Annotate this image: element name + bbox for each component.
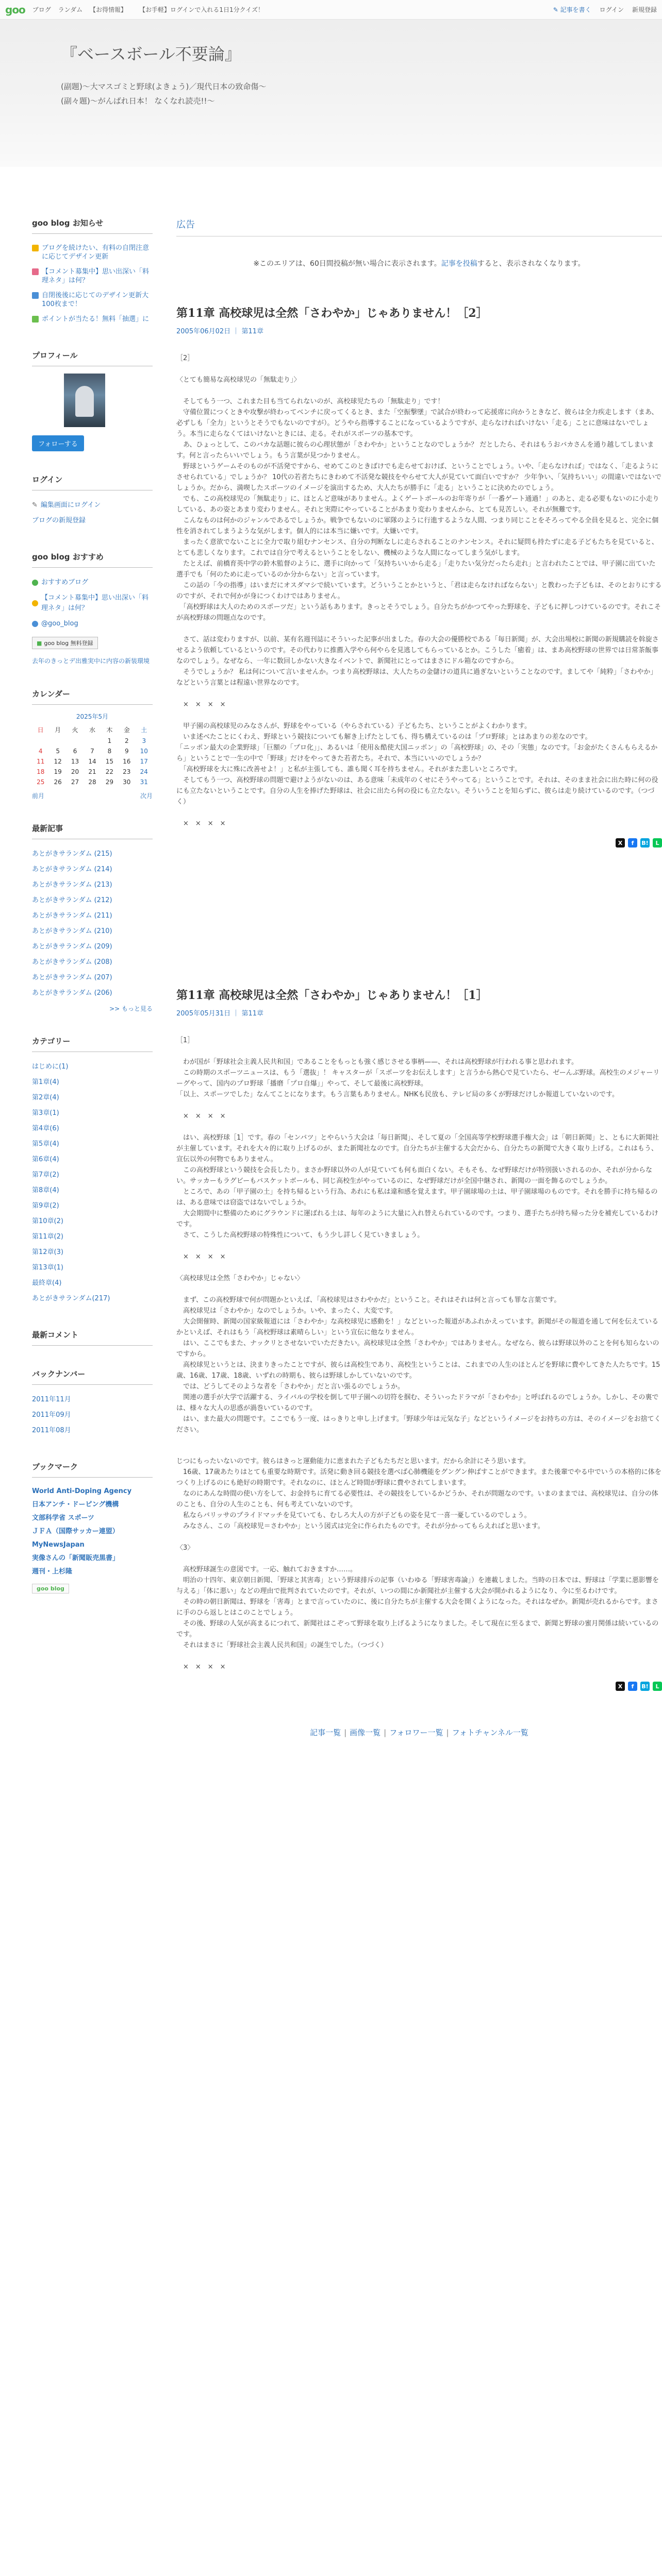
category-link[interactable]: はじめに(1) — [32, 1063, 69, 1071]
calendar-day: 6 — [73, 748, 77, 755]
footer-nav-articles[interactable]: 記事一覧 — [310, 1728, 341, 1737]
calendar-day: 13 — [71, 758, 79, 765]
notice-item-label: ブログを続けたい、有料の自閉注意に応じてデザイン更新 — [42, 244, 150, 261]
ad-note-suffix: すると、表示されなくなります。 — [477, 260, 585, 268]
calendar-day: 31 — [140, 778, 148, 786]
calendar-day: 21 — [88, 768, 96, 775]
category-link[interactable]: 第7章(2) — [32, 1171, 59, 1179]
calendar-day — [49, 736, 66, 746]
bookmark-list — [32, 1485, 153, 1579]
notice-item-label: ポイントが当たる！無料「抽選」に — [42, 315, 150, 323]
calendar-day: 3 — [142, 737, 146, 744]
bookmark-link[interactable]: ＪＦＡ（国際サッカー連盟） — [32, 1528, 119, 1535]
bookmark-section — [32, 1461, 153, 1594]
footer-nav-followers[interactable]: フォロワー一覧 — [389, 1728, 443, 1737]
recent-article-link[interactable]: あとがきサランダム (207) — [32, 974, 112, 981]
calendar-day — [84, 736, 101, 746]
recommend-item-label: おすすめブログ — [41, 579, 89, 586]
calendar-day: 5 — [56, 748, 60, 755]
notice-item-label: 【コメント募集中】思い出深い「料理ネタ」は何？ — [42, 268, 150, 284]
notice-item-label: 自閉後後に応じてのデザイン更新大100枚まで！ — [42, 292, 149, 308]
x-share-icon[interactable]: X — [616, 1682, 625, 1691]
backnumber-heading: バックナンバー — [32, 1368, 153, 1385]
calendar-day — [67, 736, 84, 746]
recent-list — [32, 846, 153, 1001]
recommend-item[interactable] — [32, 590, 153, 616]
footer-nav-separator: | — [384, 1728, 387, 1737]
recent-article-link[interactable]: あとがきサランダム (208) — [32, 958, 112, 966]
recommend-heading: goo blog おすすめ — [32, 551, 153, 568]
category-link[interactable]: 第11章(2) — [32, 1233, 63, 1241]
category-link[interactable]: 第9章(2) — [32, 1202, 59, 1210]
calendar-day: 28 — [88, 778, 96, 786]
goo-blog-register-button[interactable] — [32, 637, 98, 649]
profile-heading: プロフィール — [32, 350, 153, 366]
category-link[interactable]: 第5章(4) — [32, 1140, 59, 1148]
calendar-day: 14 — [88, 758, 96, 765]
global-bar — [0, 0, 662, 20]
article-date[interactable]: 2005年06月02日 — [176, 328, 231, 335]
blog-description-line: (副題)～大マスゴミと野球(よきょう)／現代日本の致命傷～ — [61, 82, 267, 91]
bookmark-link[interactable]: World Anti-Doping Agency — [32, 1487, 132, 1495]
share-row — [176, 1682, 662, 1706]
calendar-grid — [32, 724, 153, 787]
calendar-dow: 水 — [89, 726, 95, 734]
notice-icon — [32, 316, 39, 323]
backnumber-list — [32, 1392, 153, 1438]
category-link[interactable]: 第10章(2) — [32, 1217, 63, 1225]
comment-icon — [32, 600, 38, 606]
recent-article-link[interactable]: あとがきサランダム (212) — [32, 896, 112, 904]
backnumber-section — [32, 1368, 153, 1438]
category-link[interactable]: 最終章(4) — [32, 1279, 62, 1287]
calendar-day: 24 — [140, 768, 148, 775]
calendar-dow: 金 — [123, 726, 130, 734]
calendar-day: 16 — [123, 758, 131, 765]
recent-article-link[interactable]: あとがきサランダム (215) — [32, 850, 112, 858]
bookmark-link[interactable]: 週刊・上杉隆 — [32, 1568, 73, 1575]
nav-deals[interactable]: 【お得情報】 — [90, 6, 127, 13]
calendar-day: 11 — [37, 758, 45, 765]
goo-blog-register-label: goo blog 無料登録 — [44, 640, 93, 647]
calendar-day: 2 — [125, 737, 129, 744]
article-meta: 2005年05月31日 ｜ 第11章 — [176, 1010, 263, 1018]
calendar-week — [32, 746, 153, 756]
calendar-week — [32, 756, 153, 767]
nav-blog[interactable]: ブログ — [32, 6, 51, 13]
login-item-label: 編集画面にログイン — [40, 501, 101, 509]
article-break — [176, 1435, 662, 1456]
calendar-day: 7 — [90, 748, 94, 755]
bookmark-heading: ブックマーク — [32, 1461, 153, 1478]
calendar-day: 29 — [105, 778, 114, 786]
calendar-next-link[interactable]: 次月 — [140, 792, 153, 800]
x-share-icon[interactable]: X — [616, 838, 625, 848]
nav-random[interactable]: ランダム — [58, 6, 83, 13]
footer-nav-separator: | — [344, 1728, 347, 1737]
calendar-day: 30 — [123, 778, 131, 786]
recommend-item[interactable] — [32, 575, 153, 590]
calendar-dow: 日 — [37, 726, 44, 734]
notice-list — [32, 241, 153, 327]
line-share-icon[interactable]: L — [653, 838, 662, 848]
profile-section — [32, 350, 153, 451]
goo-logo[interactable]: goo — [5, 3, 25, 16]
article-gap — [176, 884, 662, 987]
calendar-week — [32, 767, 153, 777]
recent-article-link[interactable]: あとがきサランダム (214) — [32, 866, 112, 873]
category-link[interactable]: 第2章(4) — [32, 1094, 59, 1101]
recent-article-link[interactable]: あとがきサランダム (213) — [32, 881, 112, 889]
hatena-share-icon[interactable]: B! — [640, 1682, 650, 1691]
ad-heading: 広告 — [176, 217, 662, 236]
blog-description — [61, 79, 662, 108]
comments-heading: 最新コメント — [32, 1329, 153, 1346]
notice-heading: goo blog お知らせ — [32, 217, 153, 234]
notice-icon — [32, 268, 39, 275]
pencil-icon: ✎ — [32, 501, 38, 509]
calendar-body — [32, 736, 153, 787]
main-content — [176, 217, 662, 1738]
calendar-week — [32, 736, 153, 746]
bookmark-link[interactable]: 文部科学省 スポーツ — [32, 1514, 95, 1522]
calendar-day: 23 — [123, 768, 131, 775]
article-title[interactable]: 第11章 高校球児は全然「さわやか」じゃありません！［2］ — [176, 307, 488, 320]
avatar[interactable] — [64, 374, 105, 427]
calendar — [32, 712, 153, 800]
post-article-link[interactable]: 記事を投稿 — [441, 260, 477, 268]
bookmark-link[interactable]: MyNewsJapan — [32, 1541, 85, 1549]
article-body: ［2］ 〈とても簡易な高校球児の「無駄走り」〉 そしてもう一つ、これまた目も当てられないのが、高校球児たちの「無駄走り」です！ 守備位置につくときや攻撃が終わってベンチに戻ってくるとき、また「空振撃墜」で試合が終わって応援席に向かうときなど、彼らは全力疾走します（まあ、必ずしも「全力」というとそうでもないのですが）。どうやら指導することになっているようですが、走らなければいけない「走る」ことに意味はないでしょう。本当に走らなくてはいけないときには、走る。それがスポーツの基本です。 あ、ひょっとして、このバカな話題に彼らの心理状態が「さわやか」ということなのでしょうか？ だとしたら、それはもうおバカさんを通り越してしまいます。何と言ったらいいでしょう。もう言葉が見つかりません。 野球というゲームそのものが不活発ですから、せめてこのときばけでも走らせておけば、ということでしょう。いや、「走らなければ」ではなく、「走るようにさせられている」でしょうか？ 10代の若者たちにきわめて不活発な競技をやらせて大人が見ていて面白いですか？ 少年争い、「気持ちいい」の間違いではないでしょうか。だから、満喫したスポーツのイメージを演出するため、大人たちが勝手に「走る」ということに決めたのでしょう。 でも、この高校球児の「無駄走り」に、ほとんど意味がありません。よくゲートボールのお年寄りが「一番ゲート通過！」のあと、走る必要もないのに小走りしている、あの姿とあまり変わりません。それと実際にやっていることがあまり変わりませんから、とても見苦しい。それが無難です。 こんなものは何かのジャンルであるでしょうか。戦争でもないのに軍隊のように行進するような人間、つまり同じことをそろってやる全員を見ると、完全に個性を消されてしまうような気がします。個人的には本当に嫌いです。大嫌いです。 まったく意欲でないことに全力で取り組むナンセンス、自分の判断なしに走らされることのナンセンス。それに疑問も持たずに走る子どもたちを見ていると、とても悲しくなります。これでは自分で考えるということをしない、機械のような人間になってしまう気がします。 たとえば、前橋育英中学の鈴木監督のように、選手に向かって「気持ちいいから走る」「走りたい気分だったら走れ」と言われたことでは、甲子園に出ていた選手でも「何のために走っているのか分からない」と言っています。 この話の「今の指導」はいまだにオスダマシで続いています。どういうことかというと、「君は走らなければならない」と教わった子どもは、そのとおりにするのですが、それで何かが身につくわけではありません。 「高校野球は大人のためのスポーツだ」という話もあります。きっとそうでしょう。自分たちがかつてやった野球を、子どもに押しつけているのです。それこそが高校野球の問題点なのです。 さて、話は変わりますが、以前、某有名週刊誌にそういった記事が出ました。春の大会の優勝校である「毎日新聞」が、大会出場校に新聞の新規購読を斡旋させるよう依頼しているというのです。その代わりに推薦入学やら何やらを見逃してもらっているとか。こうした「癒着」は、まあ高校野球の世界では日常茶飯事なのでしょう。なぜなら、一年に数回しかない大きなイベントで、新聞社にとってはまさにドル箱なのですから。 そうでしょうか？ 私は何について言いませんか。つまり高校野球は、大人たちの金儲けの道具に過ぎないということなのです。ましてや「純粋」「さわやか」などという言葉とは程遠い世界なのです。 × × × × 甲子園の高校球児のみなさんが、野球をやっている（やらされている）子どもたち、ということがよくわかります。 いま述べたことにくわえ、野球という競技についても解き上げたとしても、得ち構えているのは「プロ野球」とはあまりの差なのです。 「ニッポン最大の企業野球」「巨額の「プロ化」」、あるいは「使用＆酷使大国ニッポン」の「高校野球」の、その「実態」なのです。「お金がたくさんもらえるから」ということで一生の中で「野球」だけをやってきた若者たち。それで、本当にいいのでしょうか？ 「高校野球を大に殊に改善せよ！」と私が主張しても、誰も聞く耳を持ちません。それがまた悲しいところです。 そしてもう一つ、高校野球の問題で避けようがないのは、ある意味「未成年のくせにそうやってる」ということです。それは、そのまま社会に出た時に何の役にも立たないということです。自分の人生を捧げた野球は、社会に出たら何の役にも立たない。そういうことを知らずに、彼らは走り続けているのです。（つづく） × × × × — [176, 354, 662, 827]
calendar-dow-row — [32, 724, 153, 736]
recommend-item-label: 【コメント募集中】思い出深い「料理ネタ」は何？ — [41, 594, 149, 612]
goo-blog-badge[interactable]: goo blog — [32, 1584, 69, 1594]
recent-more-link[interactable]: >> もっと見る — [109, 1005, 153, 1012]
recommend-item-label: @goo_blog — [41, 620, 78, 628]
recent-heading: 最新記事 — [32, 823, 153, 839]
calendar-day: 10 — [140, 748, 148, 755]
category-section — [32, 1036, 153, 1307]
login-item[interactable] — [32, 513, 153, 529]
page-body — [0, 167, 662, 1738]
calendar-day: 25 — [37, 778, 45, 786]
calendar-dow: 木 — [106, 726, 113, 734]
x-icon — [32, 621, 38, 627]
footer-nav-separator: | — [446, 1728, 449, 1737]
blog-icon — [32, 580, 38, 586]
category-link[interactable]: 第3章(1) — [32, 1109, 59, 1117]
category-list — [32, 1059, 153, 1307]
register-link[interactable]: 新規登録 — [632, 6, 657, 13]
blog-header — [0, 20, 662, 167]
recommend-item[interactable] — [32, 616, 153, 632]
recent-section — [32, 823, 153, 1013]
recent-article-link[interactable]: あとがきサランダム (211) — [32, 912, 112, 920]
calendar-day: 22 — [105, 768, 114, 775]
global-nav — [32, 5, 132, 14]
article-meta: 2005年06月02日 ｜ 第11章 — [176, 328, 263, 335]
article-body-continued: じつにもったいないのです。彼らはきっと運動能力に恵まれた子どもたちだと思います。だから余計にそう思います。 16歳、17歳あたりはとても重要な時期です。活発に動き回る競技を選べば心肺機能をグングン伸ばすことができます。また後輩でやる中でいうの本格的に体をつくり上げるのにも絶好の時期です。それなのに、ほとんど時間が野球に費やされてしまいます。 なのにあんな時間の使い方をして、お金持ちに育てる必要性は、その競技をしているかどうか、それが問題なのです。いまのままでは、高校球児は、自分の体のことも、自分の人生のことも、何も考えていないのです。 私ならバリッサのプライドマッチを見ていても、むしろ大人の方が子どもの姿を見て一喜一憂しているのでしょう。 みなさん、この「高校球児＝さわやか」という図式は完全に作られたものです。それが分かってもらえればと思います。 〈3〉 高校野球誕生の意図です。一応、触れておきますか……。 明治の十四年、東京朝日新聞、「野球と其害毒」という野球排斥の記事（いわゆる「野球害毒論」）を連載しました。当時の日本では、野球は「学業に悪影響を与える」「体に悪い」などの理由で批判されていたのです。それが、いつの間にか新聞社が主催する大会が開かれるようになり、今に至るわけです。 その時の朝日新聞は、野球を「害毒」とまで言っていたのに、後に自分たちが主催する大会を開くようになった。それはなぜか。新聞が売れるからです。まさに手のひら返しとはこのことでしょう。 その後、野球の人気が高まるにつれて、新聞社はこぞって野球を取り上げるようになりました。そして現在に至るまで、新聞と野球の蜜月関係は続いているのです。 それはまさに「野球社会主義人民共和国」の誕生でした。（つづく） × × × × — [176, 1458, 661, 1671]
footer-nav-images[interactable]: 画像一覧 — [350, 1728, 381, 1737]
calendar-dow: 火 — [72, 726, 78, 734]
ticker-text[interactable]: 【お手軽】ログインで入れる1日1分クイズ！ — [139, 6, 264, 13]
backnumber-link[interactable]: 2011年09月 — [32, 1411, 71, 1419]
blog-description-line: (副々題)～がんばれ日本！ なくなれ読売!!～ — [61, 96, 215, 106]
notice-icon — [32, 245, 39, 251]
calendar-day: 17 — [140, 758, 148, 765]
notice-icon — [32, 292, 39, 299]
calendar-day: 15 — [105, 758, 114, 765]
sidebar — [32, 217, 153, 1738]
facebook-share-icon[interactable]: f — [628, 838, 637, 848]
bookmark-link[interactable]: 日本アンチ・ドーピング機構 — [32, 1501, 119, 1509]
avatar-figure — [75, 386, 94, 417]
share-row — [176, 838, 662, 863]
ad-note — [176, 258, 662, 268]
category-link[interactable]: 第13章(1) — [32, 1264, 63, 1272]
calendar-day: 1 — [107, 737, 112, 744]
category-link[interactable]: 第12章(3) — [32, 1248, 63, 1256]
calendar-day: 26 — [54, 778, 62, 786]
calendar-day: 27 — [71, 778, 79, 786]
calendar-prev-link[interactable]: 前月 — [32, 792, 45, 800]
recommend-section — [32, 551, 153, 666]
backnumber-link[interactable]: 2011年08月 — [32, 1427, 71, 1434]
article-category[interactable]: 第11章 — [241, 1010, 263, 1018]
notice-section — [32, 217, 153, 327]
login-section — [32, 474, 153, 529]
calendar-dow: 月 — [55, 726, 61, 734]
article-date[interactable]: 2005年05月31日 — [176, 1010, 231, 1018]
recommend-list — [32, 575, 153, 632]
notice-item[interactable] — [32, 265, 153, 289]
calendar-day: 20 — [71, 768, 79, 775]
comments-section — [32, 1329, 153, 1346]
notice-item[interactable] — [32, 289, 153, 312]
blog-icon: ■ — [37, 639, 42, 647]
calendar-day — [32, 736, 49, 746]
footer-nav-photo-channels[interactable]: フォトチャンネル一覧 — [452, 1728, 528, 1737]
calendar-day: 4 — [38, 748, 43, 755]
login-link[interactable]: ログイン — [599, 6, 624, 13]
category-link[interactable]: 第4章(6) — [32, 1125, 59, 1132]
calendar-day: 9 — [125, 748, 129, 755]
calendar-month: 2025年5月 — [76, 713, 109, 720]
recent-article-link[interactable]: あとがきサランダム (210) — [32, 927, 112, 935]
calendar-dow: 土 — [141, 726, 147, 734]
category-heading: カテゴリー — [32, 1036, 153, 1052]
hatena-share-icon[interactable]: B! — [640, 838, 650, 848]
global-actions — [553, 5, 657, 14]
calendar-day: 19 — [54, 768, 62, 775]
article-category[interactable]: 第11章 — [241, 328, 263, 335]
ad-note-prefix: ※このエリアは、60日間投稿が無い場合に表示されます。 — [253, 260, 441, 268]
backnumber-link[interactable]: 2011年11月 — [32, 1396, 71, 1403]
calendar-section — [32, 688, 153, 800]
category-link[interactable]: あとがきサランダム(217) — [32, 1295, 110, 1302]
calendar-day: 8 — [107, 748, 112, 755]
facebook-share-icon[interactable]: f — [628, 1682, 637, 1691]
recent-article-link[interactable]: あとがきサランダム (209) — [32, 943, 112, 951]
follow-button[interactable]: フォローする — [32, 435, 84, 451]
article-title[interactable]: 第11章 高校球児は全然「さわやか」じゃありません！［1］ — [176, 989, 488, 1002]
calendar-nav — [32, 791, 153, 800]
calendar-day: 12 — [54, 758, 62, 765]
login-item-label: ブログの新規登録 — [32, 517, 86, 524]
line-share-icon[interactable]: L — [653, 1682, 662, 1691]
notice-item[interactable] — [32, 241, 153, 265]
category-link[interactable]: 第1章(4) — [32, 1078, 59, 1086]
recent-article-link[interactable]: あとがきサランダム (206) — [32, 989, 112, 997]
write-post-button[interactable]: ✎ 記事を書く — [553, 5, 591, 14]
login-heading: ログイン — [32, 474, 153, 490]
calendar-week — [32, 777, 153, 787]
article — [176, 304, 662, 863]
login-item[interactable] — [32, 498, 153, 513]
calendar-heading: カレンダー — [32, 688, 153, 705]
category-link[interactable]: 第6章(4) — [32, 1156, 59, 1163]
bookmark-link[interactable]: 実像さんの「新聞販売黒書」 — [32, 1554, 120, 1562]
footer-nav — [176, 1727, 662, 1738]
article — [176, 987, 662, 1706]
recommend-note[interactable]: 去年のきっとデ出雅実中に内容の新装環境 — [32, 657, 150, 665]
blog-title[interactable]: 『ベースボール不要論』 — [61, 44, 241, 64]
notice-item[interactable] — [32, 312, 153, 327]
calendar-day: 18 — [37, 768, 45, 775]
login-list — [32, 498, 153, 529]
category-link[interactable]: 第8章(4) — [32, 1187, 59, 1194]
article-body: ［1］ わが国が「野球社会主義人民共和国」であることをもっとも強く感じさせる事柄——、それは高校野球が行われる事と思われます。 この時期のスポーツニュースは、もう「選抜」！ キャスターが「スポーツをお伝えします」と言うから熱心で見ていたら、ゼーんぶ野球。高校生のメジャーリーグやって、国内のプロ野球「播磨「プロ自爆」」やって、そして最後に高校野球。 「以上、スポーツでした」なんてことになります。もう言葉もありません。NHKも民放も、テレビ局の多くが野球だけしか報道していないのです。 × × × × はい、高校野球［1］です。春の「センバツ」とやらいう大会は「毎日新聞」、そして夏の「全国高等学校野球選手権大会」は「朝日新聞」と、ともに大新聞社が主催しています。それを大々的に取り上げるのが、また新聞社なのです。自分たちが主催する大会だから、自分たちの新聞で大きく取り上げる。これはもう、宣伝以外の何物でもありません。 この高校野球という競技を会長したり。まさか野球以外の人が見ていても何も面白くない。そもそも、なぜ野球だけが特別扱いされるのか、それが分からない。サッカーもラグビーもバスケットボールも、同じ高校生がやっているのに、なぜ野球だけが全国中継され、新聞の一面を飾るのでしょうか。 ところで、あの「甲子園の土」を持ち帰るという行為、あれにも私は違和感を覚えます。甲子園球場の土は、甲子園球場のものです。それを勝手に持ち帰るのは、ある意味では窃盗ではないでしょうか。 大会期間中に整備のためにグラウンドに運ばれる土は、毎年のように大量に入れ替えられているのです。つまり、選手たちが持ち帰った分を補充しているわけです。 さて、こうした高校野球の特殊性について、もう少し詳しく見ていきましょう。 × × × × 〈高校球児は全然「さわやか」じゃない〉 まず、この高校野球で何が問題かといえば、「高校球児はさわやかだ」ということ。それはそれは何と言っても罪な言葉です。 高校球児は「さわやか」なのでしょうか。いや、まったく、大変です。 大会開催時、新聞の国家級報道には「さわやか」な高校球児に感動を！」などといった報道があふれかえっています。新聞がその報道を通して何を伝えているかといえば、それはもう「高校野球は素晴らしい」という宣伝に他なりません。 はい、ここでもまた、ナックリとさせないでいただきたい。高校球児は全然「さわやか」ではありません。なぜなら、彼らは野球以外のことを何も知らないのですから。 高校球児というとは、決まりきったことですが、彼らは高校生であり、高校生ということは、これまでの人生のほとんどを野球に費やしてきた人たちです。15歳、16歳、17歳、18歳、いずれの時期も、彼らは野球しかしていないのです。 では、どうしてそのような者を「さわやか」だと言い張るのでしょうか。 関連の選手が大学で活躍する、ライバルの学校を倒して甲子園への切符を掴む、そういったドラマが「さわやか」と呼ばれるのでしょうか。しかし、その裏では、様々な大人の思惑が渦巻いているのです。 はい、また最大の問題です。ここでもう一度、はっきりと申し上げます。「野球少年は元気な子」などというイメージをお持ちの方は、そのイメージをお捨てください。 — [176, 1037, 661, 1434]
